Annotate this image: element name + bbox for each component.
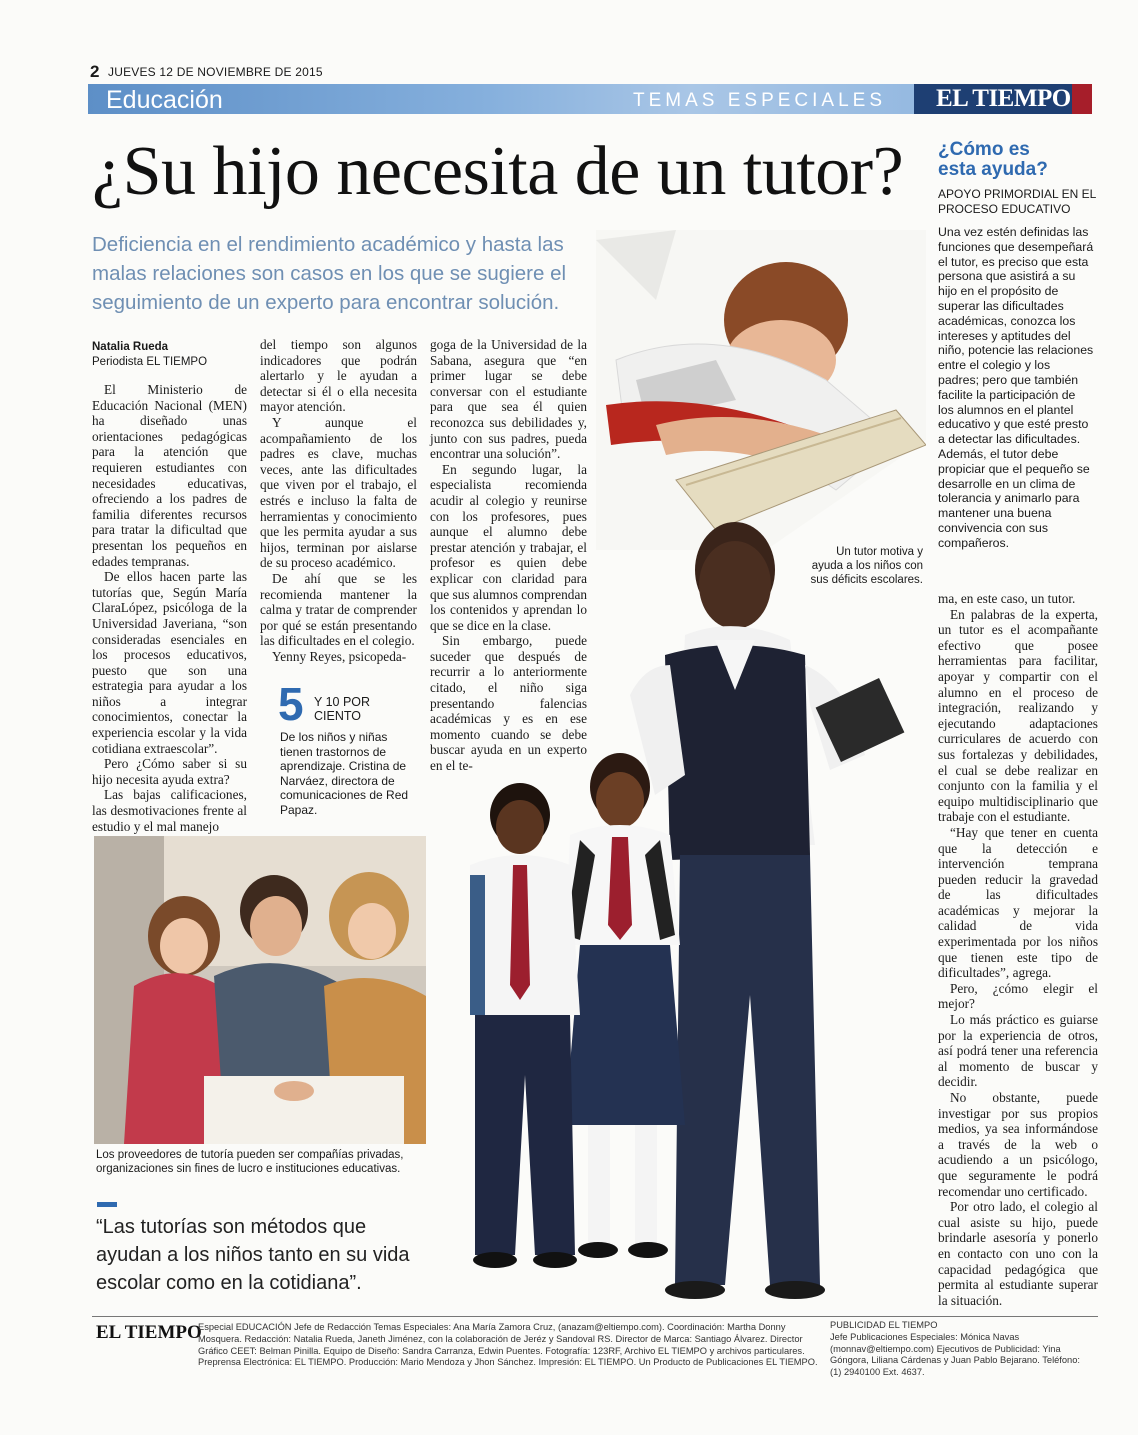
paragraph: No obstante, puede investigar por sus propios medios, ya sea informándose a través de la web o acudiendo a un psicólogo, que seguramente le podrá recomendar uno certificado. — [938, 1090, 1098, 1199]
author-role: Periodista EL TIEMPO — [92, 356, 208, 368]
brand-accent — [1072, 84, 1092, 114]
paragraph: Y aunque el acompañamiento de los padres es clave, muchas veces, ante las dificultades que viven por el trabajo, el estrés e incluso la falta de herramientas y conocimiento que les permita ayudar a sus hijos, terminan por aislarse de su proceso académico. — [260, 414, 417, 571]
byline — [92, 340, 207, 370]
sidebar-title-line-2: esta ayuda? — [938, 159, 1048, 180]
paragraph: Yenny Reyes, psicopeda- — [272, 648, 407, 664]
stat-label-line-2: CIENTO — [314, 709, 361, 723]
paragraph: De ahí que se les recomienda mantener la calma y tratar de comprender por qué se están presentando las dificultades en el colegio. — [260, 570, 417, 649]
sidebar-title-line-1: ¿Cómo es — [938, 139, 1030, 160]
footer-divider — [92, 1316, 1098, 1317]
stat-number: 5 — [278, 678, 304, 730]
paragraph: Las bajas calificaciones, las desmotivaciones frente al estudio y el mal manejo — [92, 787, 247, 834]
stat-label — [314, 695, 370, 723]
paragraph: Sin embargo, puede suceder que después de recurrir a lo anteriormente citado, el niño siga presentando falencias académicas y es en ese momento cuando se debe buscar ayuda en un experto en el te- — [430, 633, 587, 774]
photo-tutor-children — [470, 515, 920, 1310]
article-column-4 — [938, 591, 1098, 1308]
topic-label: TEMAS ESPECIALES — [633, 90, 887, 111]
stat-label-line-1: Y 10 POR — [314, 695, 371, 709]
author-name: Natalia Rueda — [92, 341, 169, 353]
sidebar-body: Una vez estén definidas las funciones que desempeñará el tutor, es preciso que esta persona que asistirá a su hijo en el propósito de superar las dificultades académicas, conozca los intereses y aptitudes del niño, potencie las relaciones entre el colegio y los padres; pero que también facilite la participación de los alumnos en el plantel educativo y que esté presto a detectar las dificultades. Además, el tutor debe propiciar que el pequeño se desarrolle en un clima de tolerancia y animarlo para mantener una buena convivencia con sus compañeros. — [938, 225, 1094, 550]
footer-credits: Especial EDUCACIÓN Jefe de Redacción Temas Especiales: Ana María Zamora Cruz, (anazam@eltiempo.com). Coordinación: Martha Donny Mosquera. Redacción: Natalia Rueda, Janeth Jiménez, con la colaboración de Jeréz y Sandoval RS. Director de Marca: Santiago Álvarez. Director Gráfico CEET: Belman Pinilla. Equipo de Diseño: Sandra Carranza, Edwin Puentes. Fotografía: 123RF, Archivo EL TIEMPO y archivos particulares. Preprensa Electrónica: EL TIEMPO. Producción: Mario Mendoza y Jhon Sánchez. Impresión: EL TIEMPO. Un Producto de Publicaciones EL TIEMPO. — [198, 1322, 818, 1368]
pull-quote: “Las tutorías son métodos que ayudan a los niños tanto en su vida escolar como en la cotidiana”. — [96, 1216, 410, 1294]
footer-brand: EL TIEMPO — [96, 1322, 202, 1343]
sidebar-title — [938, 140, 1048, 180]
stat-description: De los niños y niñas tienen trastornos de aprendizaje. Cristina de Narváez, directora de comunicaciones de Red Papaz. — [280, 730, 409, 817]
paragraph: Lo más práctico es guiarse por la experiencia de otros, así podrá tener una referencia al momento de buscar y decidir. — [938, 1012, 1098, 1090]
page-number: 2 — [90, 62, 100, 81]
paragraph: En segundo lugar, la especialista recomienda acudir al colegio y reunirse con los profesores, pues aunque el alumno debe prestar atención y trabajar, el profesor es quien debe explicar con claridad para que sus alumnos comprendan los contenidos y aprendan lo que se dice en la clase. — [430, 461, 587, 633]
paragraph: Pero ¿Cómo saber si su hijo necesita ayuda extra? — [92, 756, 247, 787]
issue-date: JUEVES 12 DE NOVIEMBRE DE 2015 — [108, 65, 323, 79]
paragraph: De ellos hacen parte las tutorías que, Según María ClaraLópez, psicóloga de la Universidad Javeriana, “son consideradas esenciales en los procesos educativos, puesto que son una estrategia para ayudar a los niños a integrar conocimientos, conectar la experiencia escolar y la vida cotidiana extraescolar”. — [92, 569, 247, 756]
section-name: Educación — [106, 86, 223, 114]
headline: ¿Su hijo necesita de un tutor? — [92, 133, 904, 210]
brand-logo: EL TIEMPO — [936, 85, 1071, 112]
caption-sleeping-boy: Un tutor motiva y ayuda a los niños con sus déficits escolares. — [810, 546, 923, 586]
paragraph: del tiempo son algunos indicadores que podrán alertarlo y le ayudan a detectar si él o ella necesita mayor atención. — [260, 337, 417, 415]
quote-mark — [97, 1202, 117, 1207]
caption-family: Los proveedores de tutoría pueden ser compañías privadas, organizaciones sin fines de lucro e instituciones educativas. — [96, 1149, 404, 1175]
footer-advertising — [830, 1320, 1092, 1379]
footer-ad-title: PUBLICIDAD EL TIEMPO — [830, 1320, 938, 1330]
photo-family — [94, 836, 426, 1144]
paragraph: En palabras de la experta, un tutor es el acompañante efectivo que posee herramientas para facilitar, apoyar y compartir con el alumno en el proceso de integración, realizando y ejecutando adaptaciones curriculares de acuerdo con sus fortalezas y debilidades, el cual se debe realizar en conjunto con la familia y el equipo multidisciplinario que trabaje con el estudiante. — [938, 606, 1098, 825]
sidebar-subtitle: APOYO PRIMORDIAL EN EL PROCESO EDUCATIVO — [938, 187, 1096, 216]
deck: Deficiencia en el rendimiento académico y hasta las malas relaciones son casos en los que se sugiere el seguimiento de un experto para encontrar solución. — [92, 233, 567, 314]
paragraph: “Hay que tener en cuenta que la detección e intervención temprana pueden reducir la gravedad de las dificultades académicas y mejorar la calidad de vida experimentada por los niños que tienen este tipo de dificultades”, agrega. — [938, 824, 1098, 981]
article-column-2 — [260, 337, 417, 664]
paragraph: Por otro lado, el colegio al cual asiste su hijo, puede brindarle asesoría y ponerlo en contacto con uno con la capacidad pedagógica que permita al estudiante superar la situación. — [938, 1199, 1098, 1308]
footer-ad-text: Jefe Publicaciones Especiales: Mónica Navas (monnav@eltiempo.com) Ejecutivos de Publicidad: Yina Góngora, Liliana Cárdenas y Juan Pablo Bejarano. Teléfono: (1) 2940100 Ext. 4637. — [830, 1331, 1080, 1378]
paragraph: Pero, ¿cómo elegir el mejor? — [938, 980, 1098, 1012]
paragraph: goga de la Universidad de la Sabana, asegura que “en primer lugar se debe conversar con el estudiante para que sea él quien reconozca sus debilidades y, junto con sus padres, pueda encontrar una solución”. — [430, 337, 587, 462]
article-column-1 — [92, 382, 247, 834]
paragraph: El Ministerio de Educación Nacional (MEN) ha diseñado unas orientaciones pedagógicas para la atención que requieren estudiantes con necesidades educativas, ofreciendo a los padres de familia diferentes recursos para tratar la dificultad que presentan los pequeños en edades tempranas. — [92, 382, 247, 569]
photo-sleeping-boy — [596, 230, 926, 550]
paragraph: ma, en este caso, un tutor. — [938, 591, 1076, 606]
